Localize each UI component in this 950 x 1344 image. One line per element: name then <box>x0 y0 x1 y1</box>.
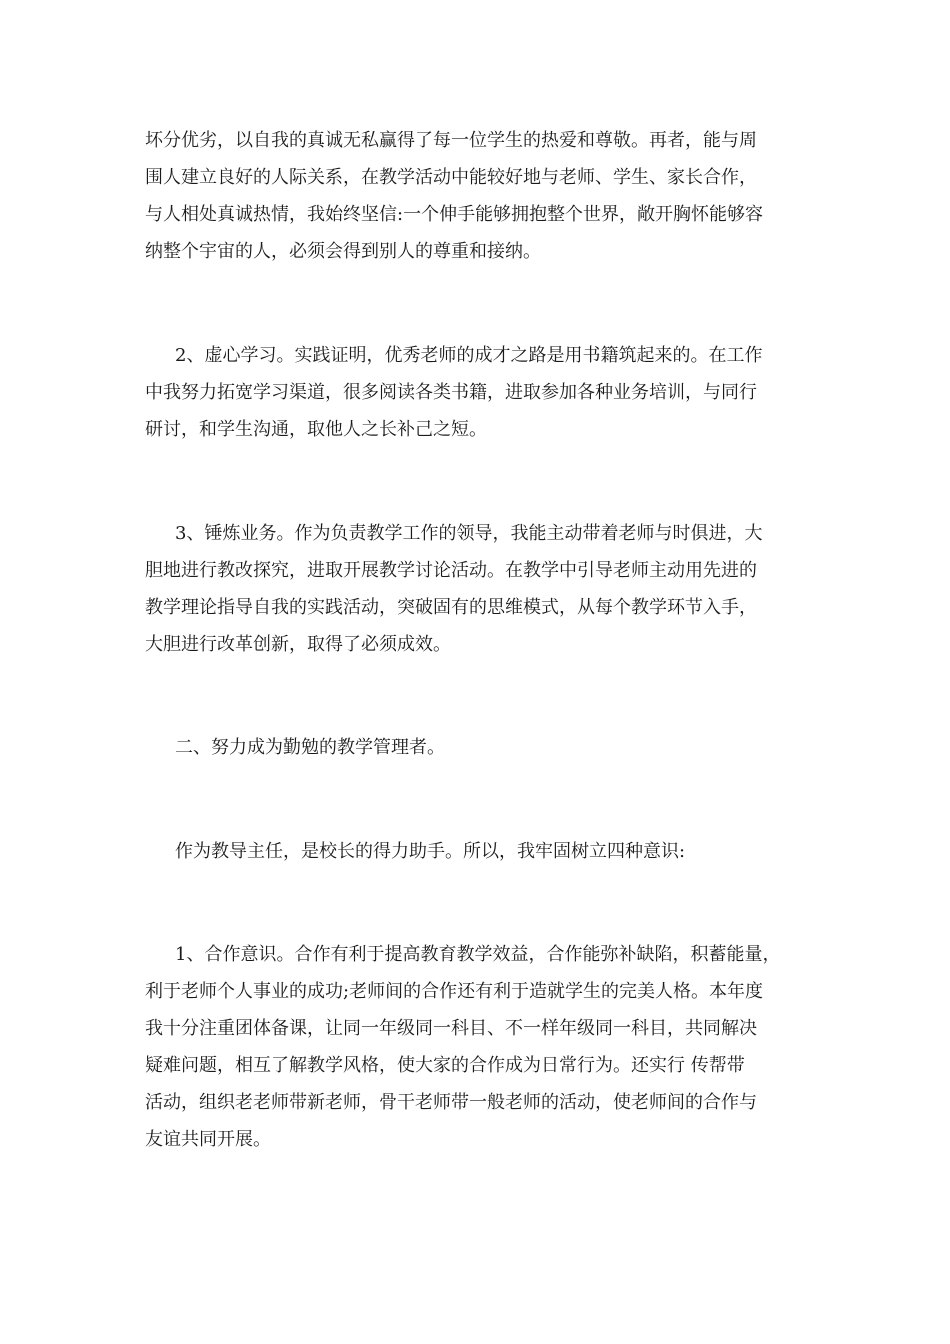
text-line: 研讨，和学生沟通，取他人之长补己之短。 <box>145 419 487 440</box>
text-line: 2、虚心学习。实践证明，优秀老师的成才之路是用书籍筑起来的。在工作 <box>175 345 763 366</box>
text-line: 教学理论指导自我的实践活动，突破固有的思维模式，从每个教学环节入手， <box>145 597 757 618</box>
text-line: 我十分注重团体备课，让同一年级同一科目、不一样年级同一科目，共同解决 <box>145 1018 757 1039</box>
heading-line: 二、努力成为勤勉的教学管理者。 <box>175 737 445 758</box>
text-line: 利于老师个人事业的成功;老师间的合作还有利于造就学生的完美人格。本年度 <box>145 981 764 1002</box>
text-line: 围人建立良好的人际关系，在教学活动中能较好地与老师、学生、家长合作， <box>145 167 757 188</box>
text-line: 纳整个宇宙的人，必须会得到别人的尊重和接纳。 <box>145 241 541 262</box>
paragraph-modest-learning <box>145 337 810 448</box>
text-line: 坏分优劣，以自我的真诚无私赢得了每一位学生的热爱和尊敬。再者，能与周 <box>145 130 757 151</box>
paragraph-cooperation-awareness <box>145 936 810 1158</box>
text-line: 疑难问题，相互了解教学风格，使大家的合作成为日常行为。还实行 传帮带 <box>145 1055 745 1076</box>
text-line: 3、锤炼业务。作为负责教学工作的领导，我能主动带着老师与时俱进，大 <box>175 523 763 544</box>
paragraph-virtue-continued <box>145 122 810 270</box>
text-line: 大胆进行改革创新，取得了必须成效。 <box>145 634 451 655</box>
paragraph-hone-skills <box>145 515 810 663</box>
text-line: 作为教导主任，是校长的得力助手。所以，我牢固树立四种意识: <box>175 841 686 862</box>
text-line: 中我努力拓宽学习渠道，很多阅读各类书籍，进取参加各种业务培训，与同行 <box>145 382 757 403</box>
section-heading-two <box>145 729 810 766</box>
paragraph-four-awareness-intro <box>145 833 810 870</box>
text-line: 1、合作意识。合作有利于提高教育教学效益，合作能弥补缺陷，积蓄能量， <box>175 944 781 965</box>
text-line: 与人相处真诚热情，我始终坚信:一个伸手能够拥抱整个世界，敞开胸怀能够容 <box>145 204 764 225</box>
text-line: 胆地进行教改探究，进取开展教学讨论活动。在教学中引导老师主动用先进的 <box>145 560 757 581</box>
text-line: 活动，组织老老师带新老师，骨干老师带一般老师的活动，使老师间的合作与 <box>145 1092 757 1113</box>
text-line: 友谊共同开展。 <box>145 1129 271 1150</box>
